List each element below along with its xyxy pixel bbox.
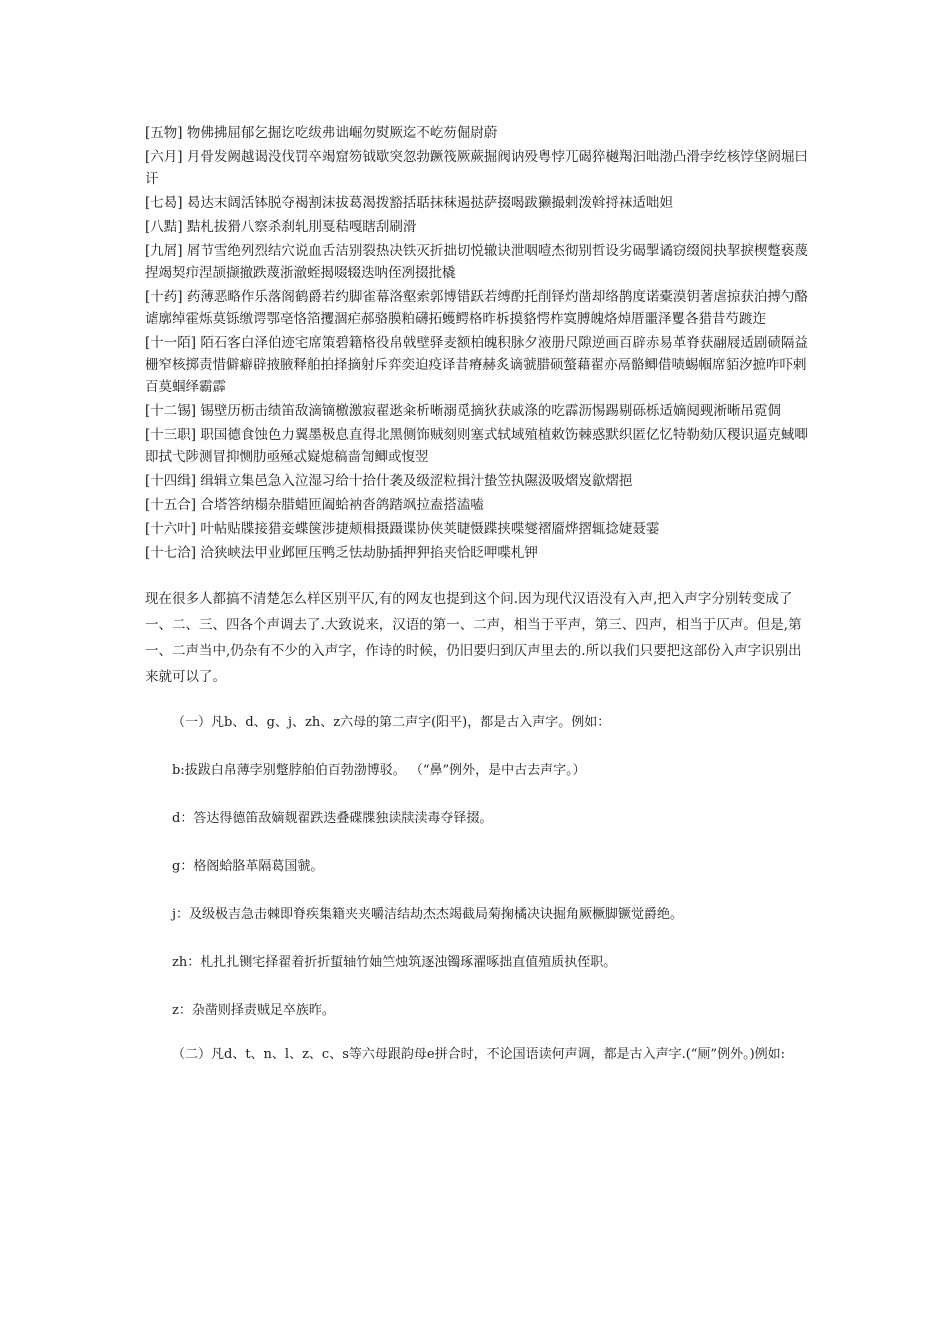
rhyme-group-xi: [十二锡] 锡壁历枥击绩笛敌滴镝檄激寂翟逖籴析晰溺觅摘狄获戚涤的吃霹沥惕踢剔砾栎适嫡阋觋淅晰吊霓倜 bbox=[145, 403, 781, 419]
rhyme-group-zhi: [十三职] 职国德食蚀色力翼墨极息直得北黑侧饰贼刻则塞式轼域殖植敕饬棘惑默织匿亿忆特勒劾仄稷识逼克蜮唧即拭弋陟测冒抑恻肋亟殛忒嶷熄稿啬訇鲫或愎翌 bbox=[145, 427, 808, 465]
rhyme-group-ji: [十四缉] 缉辑立集邑急入泣湿习给十拾什袭及级涩粒揖汁蛰笠执隰汲吸熠岌歙熠挹 bbox=[145, 473, 633, 489]
rhyme-group-xie: [九屑] 屑节雪绝列烈结穴说血舌洁别裂热决铁灭折拙切悦辙诀泄咽噎杰彻别哲设劣碣掣谲窃缀阅抉挈捩楔蹩亵蔑捏竭契疖涅颉撷撤跌蔑浙澈蛭揭啜辍迭呐侄冽掇批橇 bbox=[145, 243, 808, 281]
rhyme-group-mo: [十一陌] 陌石客白泽伯迹宅席策碧籍格役帛戟壁驿麦额柏魄积脉夕液册尺隙逆画百辟赤易革脊获翮屐适剧碛隔益栅窄核掷责惜僻癖辟掖腋释舶拍择摘射斥弈奕迫疫译昔瘠赫炙谪虢腊硕螫藉翟亦鬲骼鲫借啧蜴帼席貊汐摭咋吓剌百莫蝈绎霸霹 bbox=[145, 335, 808, 395]
rhyme-group-wu: [五物] 物佛拂屈郁乞掘讫吃绂弗诎崛勿熨厥迄不屹芴倔尉蔚 bbox=[145, 125, 498, 141]
rhyme-group-qia: [十七洽] 洽狭峡法甲业邺匣压鸭乏怯劫胁插押狎掐夹恰眨呷喋札钾 bbox=[145, 545, 538, 561]
document-page bbox=[145, 122, 810, 1068]
example-b: b:拔跋白帛薄孛别蹩脖舶伯百勃渤博驳。 （“鼻”例外，是中古去声字。） bbox=[172, 763, 586, 778]
example-z: z：杂凿则择责贼足卒族昨。 bbox=[172, 1003, 335, 1018]
rule-one-heading: （一）凡b、d、g、j、zh、z六母的第二声字(阳平)，都是古入声字。例如： bbox=[172, 715, 611, 730]
rhyme-group-xia: [八黠] 黠札拔猾八察杀刹轧刖戛秸嘎瞎刮刷滑 bbox=[145, 219, 417, 235]
rhyme-group-ye: [十六叶] 叶帖贴牒接猎妾蝶箧涉捷颊楫摄蹑谍协侠荚睫慑蹀挟喋燮褶靥烨摺辄捻婕聂霎 bbox=[145, 521, 660, 537]
example-zh: zh：札扎扎铡宅择翟着折折蜇轴竹妯竺烛筑逐浊镯琢濯啄拙直值殖质执侄职。 bbox=[172, 955, 617, 970]
rhyme-group-list bbox=[145, 122, 810, 564]
rule-two-heading: （二）凡d、t、n、l、z、c、s等六母跟韵母e拼合时，不论国语读何声调，都是古入声字.(“厕”例外。)例如: bbox=[172, 1047, 786, 1062]
rhyme-group-he: [七曷] 曷达末阔活钵脱夺褐割沫拔葛渴拨豁括聒抹秣遏挞萨掇喝跋獭撮剌泼斡捋袜适咄妲 bbox=[145, 195, 673, 211]
rhyme-group-yao: [十药] 药薄恶略作乐落阁鹤爵若约脚雀幕洛壑索郭博错跃若缚酌托削铎灼凿却络鹊度诺橐漠钥著虐掠获泊搏勺酪谑廓绰霍烁莫铄缴谔鄂亳恪箔攫涸疟郝骆膜粕礴拓蠖鳄格昨柝摸貉愕柞寞膊魄烙焯厝噩泽矍各猎昔芍踱迮 bbox=[145, 289, 808, 327]
rhyme-group-he2: [十五合] 合塔答纳榻杂腊蜡匝阖蛤衲沓鸽踏飒拉盍搭溘嗑 bbox=[145, 497, 484, 513]
intro-paragraph: 现在很多人都搞不清楚怎么样区别平仄,有的网友也提到这个问.因为现代汉语没有入声,把入声字分别转变成了一、二、三、四各个声调去了.大致说来，汉语的第一、二声，相当于平声，第三、四声，相当于仄声。但是,第一、二声当中,仍杂有不少的入声字，作诗的时候，仍旧要归到仄声里去的.所以我们只要把这部份入声字识别出来就可以了。 bbox=[145, 591, 802, 685]
example-d: d：答达得德笛敌嫡觌翟跌迭叠碟牒独读牍渎毒夺铎掇。 bbox=[172, 811, 493, 826]
example-j: j：及级极吉急击棘即脊疾集籍夹夹嚼洁结劫杰杰竭截局菊掬橘决诀掘角厥橛脚镢觉爵绝。 bbox=[172, 907, 684, 922]
rhyme-group-yue: [六月] 月骨发阙越谒没伐罚卒竭窟笏钺歇突忽勃蹶筏厥蕨掘阀讷殁粤悖兀碣猝樾羯汩咄渤凸滑孛纥核饽垡阏堀曰讦 bbox=[145, 149, 808, 187]
example-g: g：格阁蛤胳革隔葛国虢。 bbox=[172, 859, 324, 874]
